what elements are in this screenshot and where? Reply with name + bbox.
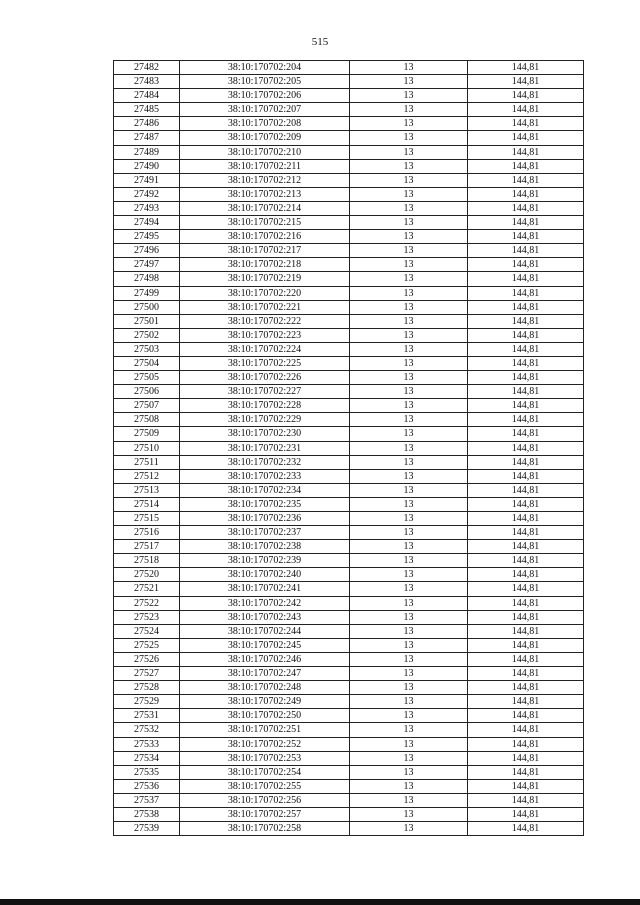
- count-cell: 13: [350, 596, 468, 610]
- count-cell: 13: [350, 230, 468, 244]
- cadastral-number-cell: 38:10:170702:211: [180, 159, 350, 173]
- area-cell: 144,81: [468, 131, 584, 145]
- area-cell: 144,81: [468, 455, 584, 469]
- area-cell: 144,81: [468, 497, 584, 511]
- table-row: [114, 413, 584, 427]
- cadastral-number-cell: 38:10:170702:247: [180, 667, 350, 681]
- area-cell: 144,81: [468, 399, 584, 413]
- table-row: [114, 230, 584, 244]
- count-cell: 13: [350, 512, 468, 526]
- table-row: [114, 61, 584, 75]
- cadastral-number-cell: 38:10:170702:229: [180, 413, 350, 427]
- count-cell: 13: [350, 342, 468, 356]
- record-number-cell: 27495: [114, 230, 180, 244]
- table-row: [114, 667, 584, 681]
- count-cell: 13: [350, 441, 468, 455]
- record-number-cell: 27532: [114, 723, 180, 737]
- cadastral-number-cell: 38:10:170702:216: [180, 230, 350, 244]
- count-cell: 13: [350, 526, 468, 540]
- table-row: [114, 314, 584, 328]
- record-number-cell: 27505: [114, 371, 180, 385]
- table-row: [114, 681, 584, 695]
- table-row: [114, 526, 584, 540]
- record-number-cell: 27487: [114, 131, 180, 145]
- area-cell: 144,81: [468, 483, 584, 497]
- area-cell: 144,81: [468, 230, 584, 244]
- area-cell: 144,81: [468, 385, 584, 399]
- area-cell: 144,81: [468, 342, 584, 356]
- cadastral-number-cell: 38:10:170702:205: [180, 75, 350, 89]
- area-cell: 144,81: [468, 427, 584, 441]
- count-cell: 13: [350, 89, 468, 103]
- table-row: [114, 427, 584, 441]
- area-cell: 144,81: [468, 441, 584, 455]
- record-number-cell: 27524: [114, 624, 180, 638]
- count-cell: 13: [350, 652, 468, 666]
- cadastral-number-cell: 38:10:170702:215: [180, 216, 350, 230]
- area-cell: 144,81: [468, 187, 584, 201]
- scan-edge-border: [0, 899, 640, 905]
- count-cell: 13: [350, 244, 468, 258]
- cadastral-number-cell: 38:10:170702:227: [180, 385, 350, 399]
- table-row: [114, 244, 584, 258]
- table-row: [114, 793, 584, 807]
- cadastral-number-cell: 38:10:170702:253: [180, 751, 350, 765]
- record-number-cell: 27510: [114, 441, 180, 455]
- count-cell: 13: [350, 582, 468, 596]
- area-cell: 144,81: [468, 201, 584, 215]
- table-row: [114, 356, 584, 370]
- area-cell: 144,81: [468, 737, 584, 751]
- table-row: [114, 342, 584, 356]
- cadastral-number-cell: 38:10:170702:251: [180, 723, 350, 737]
- count-cell: 13: [350, 371, 468, 385]
- cadastral-number-cell: 38:10:170702:206: [180, 89, 350, 103]
- table-row: [114, 216, 584, 230]
- area-cell: 144,81: [468, 596, 584, 610]
- count-cell: 13: [350, 131, 468, 145]
- cadastral-number-cell: 38:10:170702:241: [180, 582, 350, 596]
- area-cell: 144,81: [468, 765, 584, 779]
- record-number-cell: 27525: [114, 638, 180, 652]
- record-number-cell: 27492: [114, 187, 180, 201]
- area-cell: 144,81: [468, 216, 584, 230]
- area-cell: 144,81: [468, 554, 584, 568]
- count-cell: 13: [350, 103, 468, 117]
- record-number-cell: 27516: [114, 526, 180, 540]
- area-cell: 144,81: [468, 695, 584, 709]
- count-cell: 13: [350, 695, 468, 709]
- record-number-cell: 27523: [114, 610, 180, 624]
- area-cell: 144,81: [468, 822, 584, 836]
- cadastral-number-cell: 38:10:170702:208: [180, 117, 350, 131]
- cadastral-number-cell: 38:10:170702:236: [180, 512, 350, 526]
- area-cell: 144,81: [468, 173, 584, 187]
- cadastral-number-cell: 38:10:170702:254: [180, 765, 350, 779]
- cadastral-number-cell: 38:10:170702:207: [180, 103, 350, 117]
- area-cell: 144,81: [468, 103, 584, 117]
- table-row: [114, 723, 584, 737]
- count-cell: 13: [350, 765, 468, 779]
- record-number-cell: 27514: [114, 497, 180, 511]
- table-row: [114, 286, 584, 300]
- cadastral-number-cell: 38:10:170702:245: [180, 638, 350, 652]
- record-number-cell: 27526: [114, 652, 180, 666]
- table-row: [114, 201, 584, 215]
- area-cell: 144,81: [468, 807, 584, 821]
- count-cell: 13: [350, 681, 468, 695]
- area-cell: 144,81: [468, 314, 584, 328]
- table-row: [114, 652, 584, 666]
- area-cell: 144,81: [468, 75, 584, 89]
- area-cell: 144,81: [468, 286, 584, 300]
- area-cell: 144,81: [468, 512, 584, 526]
- cadastral-number-cell: 38:10:170702:252: [180, 737, 350, 751]
- record-number-cell: 27527: [114, 667, 180, 681]
- record-number-cell: 27513: [114, 483, 180, 497]
- record-number-cell: 27493: [114, 201, 180, 215]
- table-row: [114, 117, 584, 131]
- area-cell: 144,81: [468, 779, 584, 793]
- area-cell: 144,81: [468, 526, 584, 540]
- table-row: [114, 159, 584, 173]
- table-row: [114, 441, 584, 455]
- record-number-cell: 27499: [114, 286, 180, 300]
- table-row: [114, 272, 584, 286]
- cadastral-number-cell: 38:10:170702:220: [180, 286, 350, 300]
- record-number-cell: 27521: [114, 582, 180, 596]
- table-row: [114, 399, 584, 413]
- table-row: [114, 737, 584, 751]
- record-number-cell: 27509: [114, 427, 180, 441]
- record-number-cell: 27533: [114, 737, 180, 751]
- record-number-cell: 27528: [114, 681, 180, 695]
- table-row: [114, 765, 584, 779]
- area-cell: 144,81: [468, 568, 584, 582]
- count-cell: 13: [350, 187, 468, 201]
- record-number-cell: 27483: [114, 75, 180, 89]
- cadastral-number-cell: 38:10:170702:214: [180, 201, 350, 215]
- count-cell: 13: [350, 75, 468, 89]
- record-number-cell: 27537: [114, 793, 180, 807]
- cadastral-number-cell: 38:10:170702:228: [180, 399, 350, 413]
- cadastral-number-cell: 38:10:170702:246: [180, 652, 350, 666]
- count-cell: 13: [350, 568, 468, 582]
- table-row: [114, 497, 584, 511]
- area-cell: 144,81: [468, 244, 584, 258]
- count-cell: 13: [350, 709, 468, 723]
- count-cell: 13: [350, 483, 468, 497]
- table-row: [114, 554, 584, 568]
- count-cell: 13: [350, 356, 468, 370]
- record-number-cell: 27504: [114, 356, 180, 370]
- count-cell: 13: [350, 328, 468, 342]
- table-row: [114, 709, 584, 723]
- area-cell: 144,81: [468, 258, 584, 272]
- record-number-cell: 27507: [114, 399, 180, 413]
- area-cell: 144,81: [468, 469, 584, 483]
- count-cell: 13: [350, 300, 468, 314]
- count-cell: 13: [350, 385, 468, 399]
- cadastral-number-cell: 38:10:170702:223: [180, 328, 350, 342]
- cadastral-number-cell: 38:10:170702:230: [180, 427, 350, 441]
- count-cell: 13: [350, 793, 468, 807]
- cadastral-number-cell: 38:10:170702:221: [180, 300, 350, 314]
- cadastral-number-cell: 38:10:170702:244: [180, 624, 350, 638]
- cadastral-number-cell: 38:10:170702:222: [180, 314, 350, 328]
- count-cell: 13: [350, 413, 468, 427]
- cadastral-number-cell: 38:10:170702:212: [180, 173, 350, 187]
- table-row: [114, 371, 584, 385]
- cadastral-number-cell: 38:10:170702:240: [180, 568, 350, 582]
- table-row: [114, 779, 584, 793]
- table-row: [114, 103, 584, 117]
- cadastral-number-cell: 38:10:170702:243: [180, 610, 350, 624]
- cadastral-number-cell: 38:10:170702:255: [180, 779, 350, 793]
- record-number-cell: 27512: [114, 469, 180, 483]
- table-row: [114, 512, 584, 526]
- record-number-cell: 27497: [114, 258, 180, 272]
- area-cell: 144,81: [468, 300, 584, 314]
- table-row: [114, 483, 584, 497]
- record-number-cell: 27508: [114, 413, 180, 427]
- record-number-cell: 27506: [114, 385, 180, 399]
- table-row: [114, 582, 584, 596]
- table-row: [114, 385, 584, 399]
- count-cell: 13: [350, 272, 468, 286]
- area-cell: 144,81: [468, 159, 584, 173]
- cadastral-number-cell: 38:10:170702:256: [180, 793, 350, 807]
- table-row: [114, 89, 584, 103]
- count-cell: 13: [350, 667, 468, 681]
- cadastral-number-cell: 38:10:170702:225: [180, 356, 350, 370]
- cadastral-number-cell: 38:10:170702:232: [180, 455, 350, 469]
- page-number: 515: [311, 36, 329, 48]
- count-cell: 13: [350, 216, 468, 230]
- area-cell: 144,81: [468, 667, 584, 681]
- area-cell: 144,81: [468, 371, 584, 385]
- record-number-cell: 27535: [114, 765, 180, 779]
- table-row: [114, 145, 584, 159]
- record-number-cell: 27536: [114, 779, 180, 793]
- cadastral-number-cell: 38:10:170702:258: [180, 822, 350, 836]
- table-body: [114, 61, 584, 836]
- table-row: [114, 131, 584, 145]
- table-row: [114, 258, 584, 272]
- count-cell: 13: [350, 399, 468, 413]
- record-number-cell: 27486: [114, 117, 180, 131]
- area-cell: 144,81: [468, 638, 584, 652]
- table-row: [114, 610, 584, 624]
- count-cell: 13: [350, 469, 468, 483]
- area-cell: 144,81: [468, 272, 584, 286]
- record-number-cell: 27498: [114, 272, 180, 286]
- cadastral-number-cell: 38:10:170702:242: [180, 596, 350, 610]
- count-cell: 13: [350, 737, 468, 751]
- count-cell: 13: [350, 145, 468, 159]
- cadastral-number-cell: 38:10:170702:237: [180, 526, 350, 540]
- area-cell: 144,81: [468, 328, 584, 342]
- table-row: [114, 624, 584, 638]
- area-cell: 144,81: [468, 61, 584, 75]
- cadastral-number-cell: 38:10:170702:224: [180, 342, 350, 356]
- record-number-cell: 27501: [114, 314, 180, 328]
- count-cell: 13: [350, 638, 468, 652]
- record-number-cell: 27485: [114, 103, 180, 117]
- area-cell: 144,81: [468, 413, 584, 427]
- cadastral-number-cell: 38:10:170702:234: [180, 483, 350, 497]
- area-cell: 144,81: [468, 751, 584, 765]
- count-cell: 13: [350, 807, 468, 821]
- area-cell: 144,81: [468, 652, 584, 666]
- count-cell: 13: [350, 554, 468, 568]
- record-number-cell: 27491: [114, 173, 180, 187]
- record-number-cell: 27490: [114, 159, 180, 173]
- count-cell: 13: [350, 201, 468, 215]
- count-cell: 13: [350, 624, 468, 638]
- count-cell: 13: [350, 61, 468, 75]
- cadastral-number-cell: 38:10:170702:249: [180, 695, 350, 709]
- record-number-cell: 27502: [114, 328, 180, 342]
- table-row: [114, 822, 584, 836]
- area-cell: 144,81: [468, 582, 584, 596]
- area-cell: 144,81: [468, 624, 584, 638]
- cadastral-number-cell: 38:10:170702:217: [180, 244, 350, 258]
- record-number-cell: 27522: [114, 596, 180, 610]
- record-number-cell: 27538: [114, 807, 180, 821]
- count-cell: 13: [350, 822, 468, 836]
- table-row: [114, 751, 584, 765]
- cadastral-number-cell: 38:10:170702:210: [180, 145, 350, 159]
- record-number-cell: 27517: [114, 540, 180, 554]
- cadastral-number-cell: 38:10:170702:235: [180, 497, 350, 511]
- cadastral-number-cell: 38:10:170702:231: [180, 441, 350, 455]
- count-cell: 13: [350, 286, 468, 300]
- count-cell: 13: [350, 751, 468, 765]
- record-number-cell: 27484: [114, 89, 180, 103]
- area-cell: 144,81: [468, 356, 584, 370]
- table-row: [114, 695, 584, 709]
- record-number-cell: 27515: [114, 512, 180, 526]
- area-cell: 144,81: [468, 145, 584, 159]
- record-number-cell: 27500: [114, 300, 180, 314]
- record-number-cell: 27518: [114, 554, 180, 568]
- table-row: [114, 596, 584, 610]
- data-table-container: [113, 60, 583, 836]
- cadastral-number-cell: 38:10:170702:238: [180, 540, 350, 554]
- count-cell: 13: [350, 173, 468, 187]
- cadastral-number-cell: 38:10:170702:248: [180, 681, 350, 695]
- table-row: [114, 638, 584, 652]
- area-cell: 144,81: [468, 793, 584, 807]
- count-cell: 13: [350, 455, 468, 469]
- table-row: [114, 187, 584, 201]
- area-cell: 144,81: [468, 117, 584, 131]
- table-row: [114, 300, 584, 314]
- area-cell: 144,81: [468, 709, 584, 723]
- count-cell: 13: [350, 779, 468, 793]
- cadastral-number-cell: 38:10:170702:257: [180, 807, 350, 821]
- area-cell: 144,81: [468, 610, 584, 624]
- count-cell: 13: [350, 497, 468, 511]
- area-cell: 144,81: [468, 681, 584, 695]
- record-number-cell: 27494: [114, 216, 180, 230]
- table-row: [114, 807, 584, 821]
- table-row: [114, 455, 584, 469]
- record-number-cell: 27496: [114, 244, 180, 258]
- record-number-cell: 27520: [114, 568, 180, 582]
- data-table: [113, 60, 584, 836]
- cadastral-number-cell: 38:10:170702:204: [180, 61, 350, 75]
- cadastral-number-cell: 38:10:170702:219: [180, 272, 350, 286]
- count-cell: 13: [350, 117, 468, 131]
- count-cell: 13: [350, 540, 468, 554]
- record-number-cell: 27534: [114, 751, 180, 765]
- cadastral-number-cell: 38:10:170702:218: [180, 258, 350, 272]
- cadastral-number-cell: 38:10:170702:226: [180, 371, 350, 385]
- record-number-cell: 27529: [114, 695, 180, 709]
- area-cell: 144,81: [468, 89, 584, 103]
- table-row: [114, 568, 584, 582]
- count-cell: 13: [350, 258, 468, 272]
- record-number-cell: 27511: [114, 455, 180, 469]
- record-number-cell: 27531: [114, 709, 180, 723]
- record-number-cell: 27539: [114, 822, 180, 836]
- table-row: [114, 75, 584, 89]
- cadastral-number-cell: 38:10:170702:209: [180, 131, 350, 145]
- count-cell: 13: [350, 427, 468, 441]
- record-number-cell: 27482: [114, 61, 180, 75]
- cadastral-number-cell: 38:10:170702:233: [180, 469, 350, 483]
- area-cell: 144,81: [468, 540, 584, 554]
- table-row: [114, 469, 584, 483]
- table-row: [114, 328, 584, 342]
- count-cell: 13: [350, 610, 468, 624]
- count-cell: 13: [350, 314, 468, 328]
- count-cell: 13: [350, 723, 468, 737]
- count-cell: 13: [350, 159, 468, 173]
- cadastral-number-cell: 38:10:170702:239: [180, 554, 350, 568]
- table-row: [114, 540, 584, 554]
- record-number-cell: 27489: [114, 145, 180, 159]
- cadastral-number-cell: 38:10:170702:250: [180, 709, 350, 723]
- cadastral-number-cell: 38:10:170702:213: [180, 187, 350, 201]
- record-number-cell: 27503: [114, 342, 180, 356]
- table-row: [114, 173, 584, 187]
- area-cell: 144,81: [468, 723, 584, 737]
